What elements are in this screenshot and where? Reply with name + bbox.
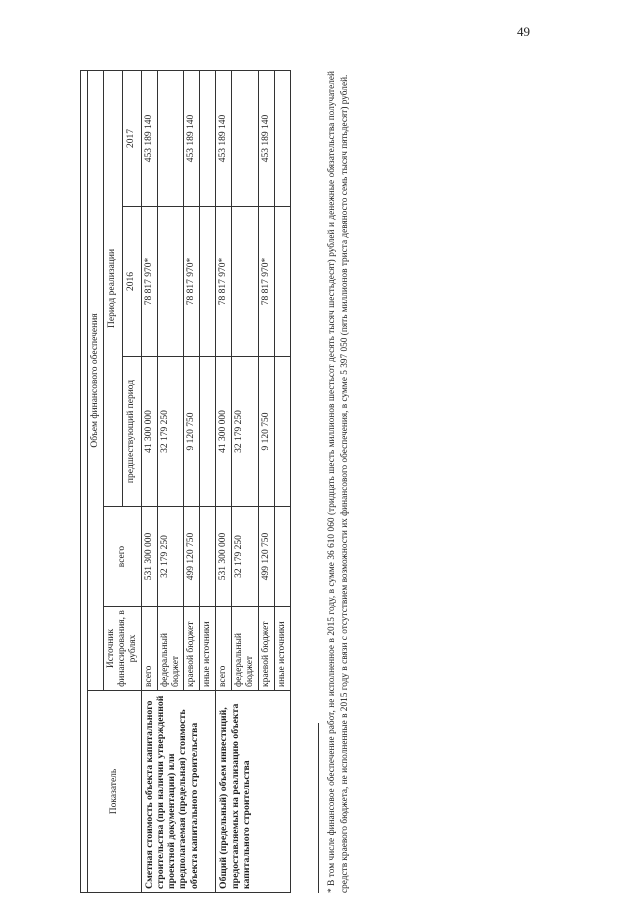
y2016-cell: 78 817 970* <box>141 207 157 357</box>
source-cell: краевой бюджет <box>259 607 275 691</box>
header-previous-period: предшествующий период <box>122 357 141 507</box>
source-cell: федеральный бюджет <box>232 607 259 691</box>
y2017-cell: 453 189 140 <box>141 70 157 206</box>
total-cell <box>274 507 290 607</box>
previous-cell <box>274 357 290 507</box>
y2016-cell: 78 817 970* <box>184 207 200 357</box>
total-cell: 531 300 000 <box>216 507 232 607</box>
source-cell: иные источники <box>200 607 216 691</box>
total-cell: 499 120 750 <box>259 507 275 607</box>
total-cell: 499 120 750 <box>184 507 200 607</box>
y2017-cell: 453 189 140 <box>184 70 200 206</box>
header-year-2017: 2017 <box>122 70 141 206</box>
y2017-cell <box>200 70 216 206</box>
footnote-divider <box>318 723 319 893</box>
source-cell: всего <box>141 607 157 691</box>
previous-cell: 32 179 250 <box>157 357 184 507</box>
previous-cell: 9 120 750 <box>259 357 275 507</box>
y2016-cell: 78 817 970* <box>216 207 232 357</box>
header-source: Источник финансирования, в рублях <box>103 607 141 691</box>
y2016-cell <box>200 207 216 357</box>
source-cell: федеральный бюджет <box>157 607 184 691</box>
total-cell: 32 179 250 <box>232 507 259 607</box>
table-top-spacer <box>81 70 88 892</box>
table-row <box>141 70 157 892</box>
financing-table <box>80 70 291 893</box>
y2017-cell <box>157 70 184 206</box>
rotated-sheet <box>80 71 351 893</box>
header-implementation-period: Период реализации <box>103 70 122 506</box>
source-cell: иные источники <box>274 607 290 691</box>
y2017-cell: 453 189 140 <box>259 70 275 206</box>
previous-cell: 9 120 750 <box>184 357 200 507</box>
header-financing-volume: Объем финансового обеспечения <box>88 70 104 690</box>
total-cell: 32 179 250 <box>157 507 184 607</box>
total-cell: 531 300 000 <box>141 507 157 607</box>
block-title: Общий (предельный) объем инвестиций, предоставляемых на реализацию объекта капитального строительства <box>216 691 291 893</box>
footnote: * В том числе финансовое обеспечение работ, не исполненное в 2015 году, в сумме 36 610 060 (тридцать шесть миллионов шестьсот десять тысяч шестьдесят) рублей и денежные обязательства получателей средств краевого бюджета, не исполненные в 2015 году в связи с отсутствием возможности их финансового обеспечения, в сумме 5 397 050 (пять миллионов триста девяносто семь тысяч пятьдесят) рублей. <box>327 71 351 893</box>
previous-cell <box>200 357 216 507</box>
header-indicator: Показатель <box>88 691 142 893</box>
header-row-1 <box>88 70 104 892</box>
y2016-cell <box>232 207 259 357</box>
source-cell: всего <box>216 607 232 691</box>
table-row <box>216 70 232 892</box>
source-cell: краевой бюджет <box>184 607 200 691</box>
header-year-2016: 2016 <box>122 207 141 357</box>
y2016-cell <box>157 207 184 357</box>
y2017-cell <box>232 70 259 206</box>
previous-cell: 41 300 000 <box>216 357 232 507</box>
total-cell <box>200 507 216 607</box>
y2017-cell: 453 189 140 <box>216 70 232 206</box>
y2016-cell: 78 817 970* <box>259 207 275 357</box>
page-number: 49 <box>517 24 530 39</box>
y2016-cell <box>274 207 290 357</box>
previous-cell: 41 300 000 <box>141 357 157 507</box>
y2017-cell <box>274 70 290 206</box>
previous-cell: 32 179 250 <box>232 357 259 507</box>
header-total: всего <box>103 507 141 607</box>
block-title: Сметная стоимость объекта капитального строительства (при наличии утвержденной проектной документации) или предполагаемая (предельная) стоимость объекта капитального строительства <box>141 691 216 893</box>
